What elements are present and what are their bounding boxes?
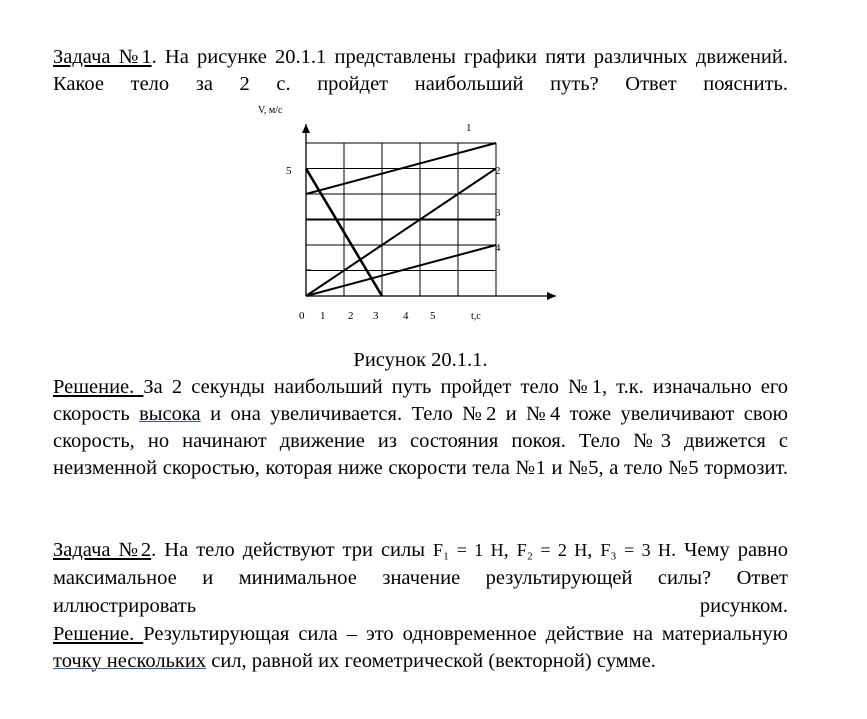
series-label-1: 1 bbox=[466, 122, 472, 134]
x-tick-5: 5 bbox=[430, 310, 436, 322]
solution2-label: Решение. bbox=[53, 623, 144, 645]
series-label-3: 3 bbox=[495, 207, 501, 219]
task2-text-2: . Чему равно максимальное и минимальное значение результирующей силы? Ответ иллюстрировать рисунком. bbox=[53, 539, 788, 617]
task2-paragraph: Задача №2. На тело действуют три силы F₁ = 1 Н, F₂ = 2 Н, F₃ = 3 Н. Чему равно максимальное и минимальное значение результирующей силы? Ответ иллюстрировать рисунком. bbox=[53, 539, 788, 617]
solution2-underlined-words: точку нескольких bbox=[53, 650, 207, 672]
y-axis-arrow bbox=[302, 124, 310, 133]
x-tick-4: 4 bbox=[403, 310, 409, 322]
series-line-2 bbox=[306, 169, 496, 297]
velocity-time-graph bbox=[250, 96, 570, 331]
solution2-text-2: сил, равной их геометрической (векторной) сумме. bbox=[206, 650, 656, 672]
x-tick-0: 0 bbox=[299, 310, 305, 322]
solution1-text-1: За 2 секунды наибольший путь пройдет тело №1, т.к. изначально его скорость bbox=[53, 376, 788, 425]
task1-title: Задача №1 bbox=[53, 46, 152, 68]
force-f1: F₁ = 1 Н bbox=[433, 540, 504, 560]
solution1-underlined-word: высока bbox=[139, 403, 201, 425]
task2-text-1: . На тело действуют три силы bbox=[151, 539, 434, 561]
x-axis-arrow bbox=[547, 292, 556, 300]
figure-caption: Рисунок 20.1.1. bbox=[353, 349, 488, 371]
x-tick-labels bbox=[299, 310, 436, 322]
solution1-label: Решение. bbox=[53, 376, 144, 398]
series-label-2: 2 bbox=[495, 165, 501, 177]
task1-paragraph bbox=[53, 44, 788, 98]
x-tick-1: 1 bbox=[320, 310, 326, 322]
solution2-paragraph bbox=[53, 621, 788, 675]
y-tick-5: 5 bbox=[286, 165, 292, 177]
solution1-text-2: и она увеличивается. Тело №2 и №4 тоже увеличивают свою скорость, но начинают движение из состояния покоя. Тело №3 движется с неизменной скоростью, которая ниже скорости тела №1 и №5, а тело №5 тормозит. bbox=[53, 403, 788, 479]
solution2-text-1: Результирующая сила – это одновременное действие на материальную bbox=[143, 623, 788, 645]
task1-text: . На рисунке 20.1.1 представлены графики пяти различных движений. Какое тело за 2 с. пройдет наибольший путь? Ответ пояснить. bbox=[53, 46, 788, 95]
task2-title: Задача №2 bbox=[53, 539, 152, 561]
series-label-4: 4 bbox=[495, 242, 501, 254]
y-axis-label: V, м/с bbox=[258, 105, 283, 116]
x-tick-2: 2 bbox=[348, 310, 354, 322]
x-axis-label: t,c bbox=[471, 311, 481, 322]
x-tick-3: 3 bbox=[373, 310, 379, 322]
force-f3: F₃ = 3 Н bbox=[600, 540, 671, 560]
solution1-paragraph bbox=[53, 374, 788, 482]
force-f2: F₂ = 2 Н bbox=[516, 540, 588, 560]
graph-lines bbox=[306, 143, 496, 296]
